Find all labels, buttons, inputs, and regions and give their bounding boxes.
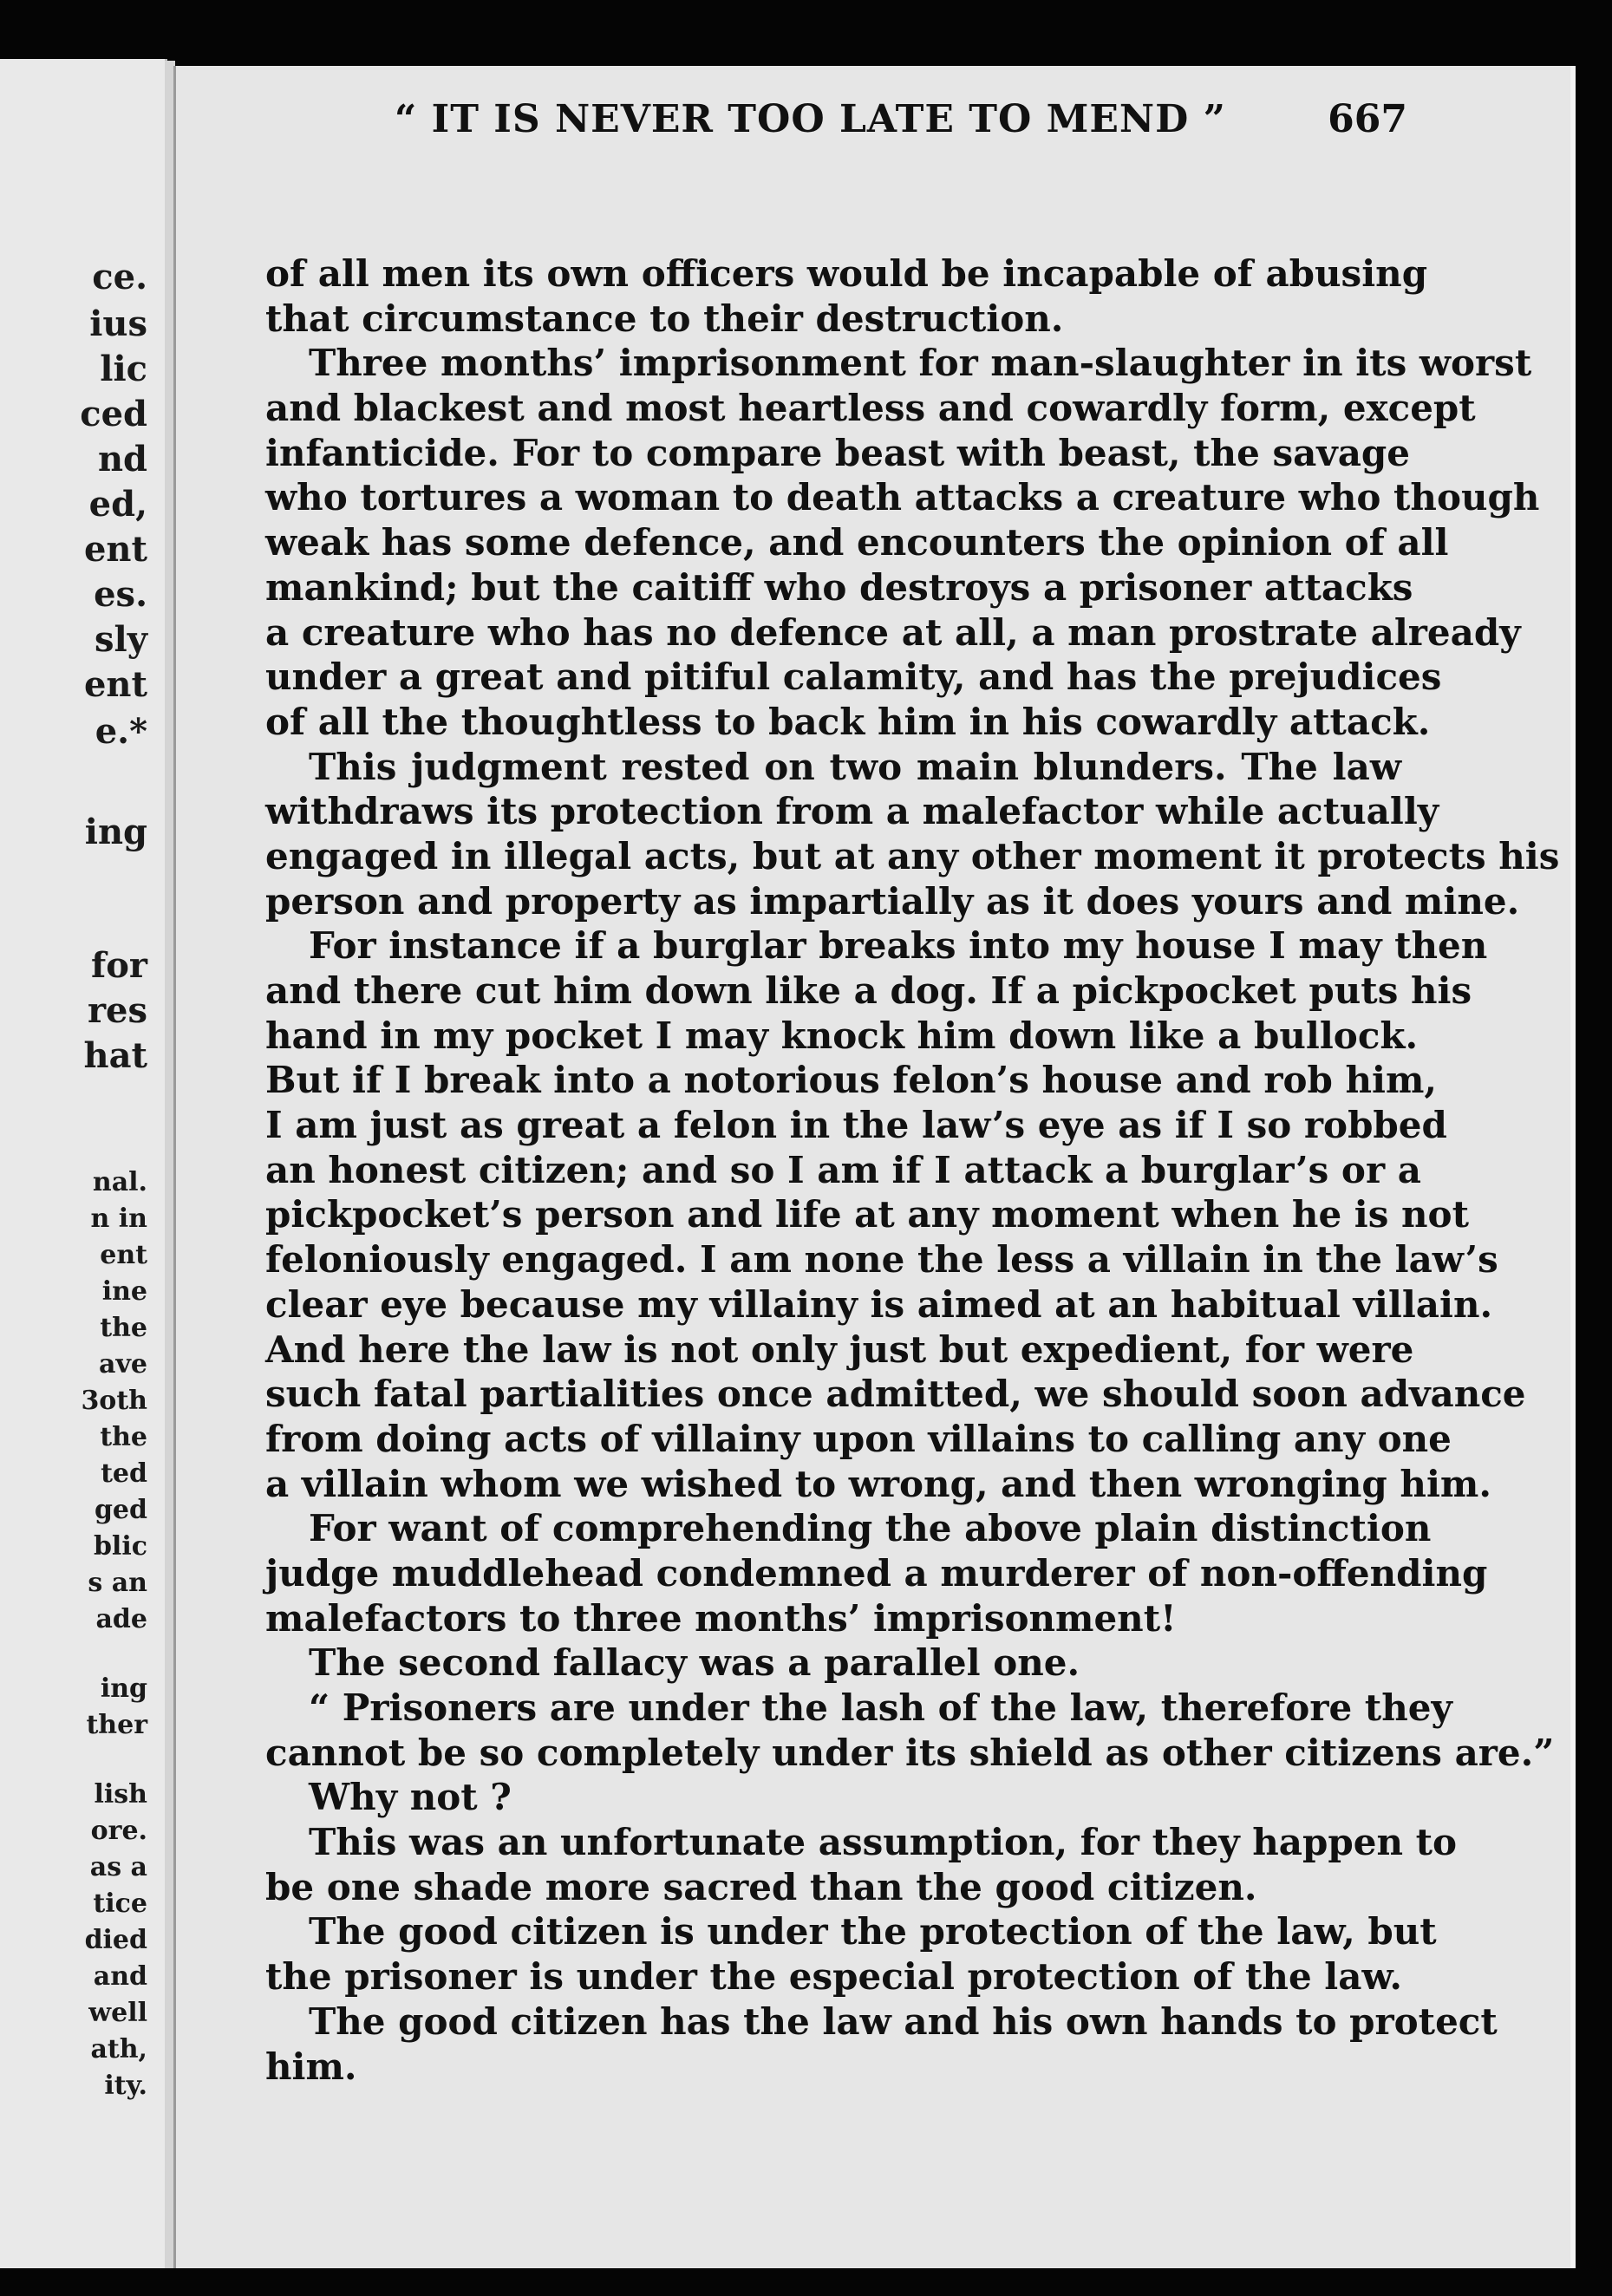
text-line: from doing acts of villainy upon villains to calling any one bbox=[265, 1417, 1452, 1460]
left-fragment: ore. bbox=[90, 1816, 147, 1846]
left-fragment: for bbox=[91, 945, 147, 986]
text-line: engaged in illegal acts, but at any other moment it protects his bbox=[265, 834, 1560, 877]
left-fragment: ing bbox=[100, 1673, 147, 1704]
text-line: that circumstance to their destruction. bbox=[265, 297, 1064, 340]
running-title: “ IT IS NEVER TOO LATE TO MEND ” bbox=[395, 97, 1226, 141]
text-line: a villain whom we wished to wrong, and then wronging him. bbox=[265, 1462, 1491, 1505]
left-fragment: n in bbox=[90, 1203, 147, 1234]
left-fragment: ted bbox=[101, 1458, 147, 1489]
text-line: him. bbox=[265, 2045, 357, 2088]
left-fragment: tice bbox=[93, 1888, 147, 1919]
left-fragment: hat bbox=[83, 1035, 147, 1076]
left-fragment: res bbox=[87, 990, 147, 1031]
text-line: such fatal partialities once admitted, we should soon advance bbox=[265, 1373, 1526, 1416]
text-line: This judgment rested on two main blunders. The law bbox=[309, 745, 1401, 788]
text-line: cannot be so completely under its shield as other citizens are.” bbox=[265, 1731, 1555, 1774]
left-fragment: the bbox=[100, 1313, 147, 1343]
left-fragment: as a bbox=[89, 1852, 147, 1882]
left-fragment: sly bbox=[95, 619, 147, 660]
text-line: Why not ? bbox=[309, 1776, 512, 1819]
left-fragment: ther bbox=[86, 1710, 147, 1740]
left-fragment: ave bbox=[99, 1349, 147, 1380]
text-line: person and property as impartially as it does yours and mine. bbox=[265, 879, 1520, 923]
left-fragment: ent bbox=[83, 664, 147, 705]
left-fragment: ine bbox=[101, 1276, 147, 1307]
left-fragment: nal. bbox=[92, 1167, 147, 1197]
left-fragment: ius bbox=[89, 303, 147, 344]
text-line: The good citizen has the law and his own hands to protect bbox=[309, 1999, 1498, 2043]
left-fragment: ity. bbox=[104, 2071, 147, 2101]
left-fragment: 3oth bbox=[81, 1386, 147, 1416]
page-number: 667 bbox=[1328, 97, 1407, 141]
left-fragment: lish bbox=[94, 1779, 147, 1810]
left-fragment: ent bbox=[100, 1240, 147, 1270]
left-fragment: ade bbox=[95, 1604, 147, 1634]
left-page bbox=[0, 59, 167, 2268]
text-line: This was an unfortunate assumption, for they happen to bbox=[309, 1821, 1458, 1864]
left-fragment: lic bbox=[100, 349, 147, 389]
text-line: of all the thoughtless to back him in his cowardly attack. bbox=[265, 700, 1431, 743]
left-fragment: ce. bbox=[92, 257, 147, 297]
left-fragment: blic bbox=[93, 1531, 147, 1562]
left-fragment: ing bbox=[84, 812, 147, 852]
left-fragment: ent bbox=[83, 529, 147, 570]
left-fragment: well bbox=[88, 1998, 147, 2028]
text-line: mankind; but the caitiff who destroys a prisoner attacks bbox=[265, 565, 1413, 609]
left-fragment: ed, bbox=[88, 484, 147, 525]
left-fragment: ged bbox=[94, 1495, 147, 1525]
text-line: Three months’ imprisonment for man-slaughter in its worst bbox=[309, 342, 1532, 385]
left-fragment: and bbox=[93, 1961, 147, 1992]
text-line: The good citizen is under the protection of the law, but bbox=[309, 1910, 1437, 1954]
text-line: “ Prisoners are under the lash of the law, therefore they bbox=[309, 1686, 1452, 1729]
text-line: withdraws its protection from a malefactor while actually bbox=[265, 790, 1439, 833]
text-line: an honest citizen; and so I am if I attack a burglar’s or a bbox=[265, 1148, 1421, 1191]
text-line: the prisoner is under the especial protection of the law. bbox=[265, 1955, 1403, 1999]
left-fragment: e.* bbox=[95, 711, 147, 752]
left-fragment: nd bbox=[97, 439, 147, 479]
text-line: of all men its own officers would be incapable of abusing bbox=[265, 252, 1428, 295]
text-line: infanticide. For to compare beast with beast, the savage bbox=[265, 431, 1411, 474]
text-line: clear eye because my villainy is aimed at an habitual villain. bbox=[265, 1282, 1493, 1326]
text-line: But if I break into a notorious felon’s house and rob him, bbox=[265, 1059, 1438, 1102]
text-line: malefactors to three months’ imprisonment! bbox=[265, 1596, 1177, 1640]
text-line: I am just as great a felon in the law’s eye as if I so robbed bbox=[265, 1104, 1447, 1147]
left-fragment: ced bbox=[80, 394, 147, 434]
text-line: pickpocket’s person and life at any moment when he is not bbox=[265, 1193, 1469, 1236]
text-line: under a great and pitiful calamity, and has the prejudices bbox=[265, 656, 1442, 699]
text-line: And here the law is not only just but expedient, for were bbox=[265, 1327, 1414, 1371]
text-line: weak has some defence, and encounters the opinion of all bbox=[265, 521, 1449, 564]
text-line: and blackest and most heartless and cowardly form, except bbox=[265, 387, 1476, 430]
page-header bbox=[395, 97, 1407, 153]
left-fragment: es. bbox=[94, 574, 147, 615]
left-fragment: the bbox=[100, 1422, 147, 1452]
left-fragment: died bbox=[84, 1925, 147, 1955]
text-line: be one shade more sacred than the good citizen. bbox=[265, 1865, 1257, 1908]
left-fragment: ath, bbox=[90, 2034, 147, 2064]
text-line: feloniously engaged. I am none the less a villain in the law’s bbox=[265, 1238, 1498, 1282]
text-line: and there cut him down like a dog. If a pickpocket puts his bbox=[265, 969, 1472, 1012]
text-line: The second fallacy was a parallel one. bbox=[309, 1641, 1080, 1685]
text-line: a creature who has no defence at all, a man prostrate already bbox=[265, 610, 1521, 654]
body-text bbox=[265, 251, 1560, 2089]
left-fragment: s an bbox=[88, 1568, 147, 1598]
text-line: who tortures a woman to death attacks a creature who though bbox=[265, 476, 1540, 519]
left-page-cropped-text bbox=[0, 59, 165, 2268]
text-line: For instance if a burglar breaks into my house I may then bbox=[309, 924, 1488, 968]
text-line: hand in my pocket I may knock him down like a bullock. bbox=[265, 1014, 1419, 1057]
text-line: judge muddlehead condemned a murderer of non-offending bbox=[265, 1551, 1488, 1595]
text-line: For want of comprehending the above plain distinction bbox=[309, 1507, 1432, 1550]
